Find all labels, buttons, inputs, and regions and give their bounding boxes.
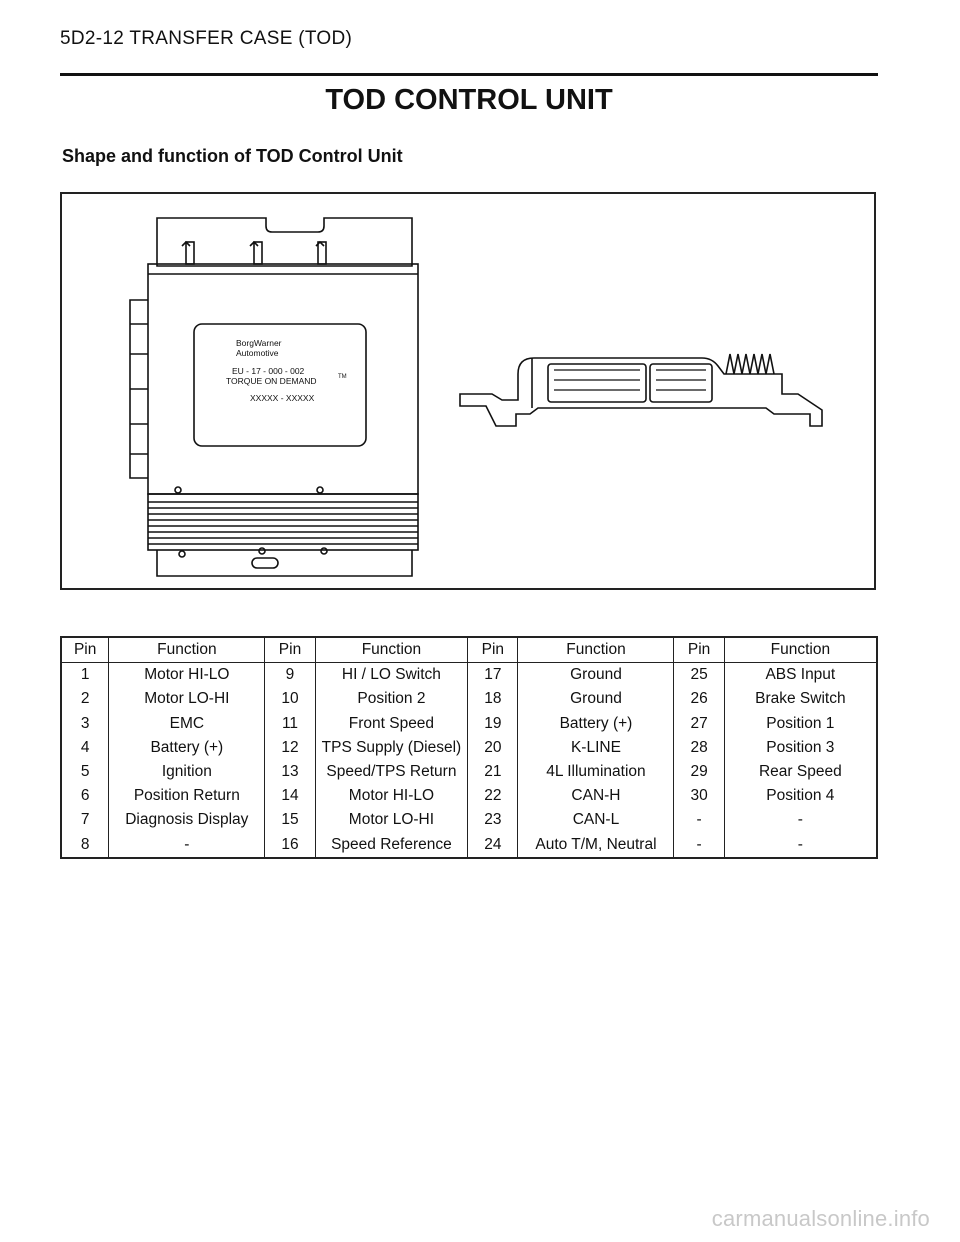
function-cell: CAN-H xyxy=(518,784,674,808)
pin-cell: 15 xyxy=(265,808,315,832)
pin-cell: 24 xyxy=(468,833,518,858)
pin-cell: 27 xyxy=(674,712,724,736)
pin-cell: 19 xyxy=(468,712,518,736)
tod-unit-drawing xyxy=(62,194,878,592)
function-cell: Speed Reference xyxy=(315,833,468,858)
header-text: 5D2-12 TRANSFER CASE (TOD) xyxy=(60,28,353,49)
function-header: Function xyxy=(315,637,468,663)
pin-cell: 7 xyxy=(61,808,109,832)
pin-cell: 17 xyxy=(468,663,518,688)
function-cell: Motor LO-HI xyxy=(315,808,468,832)
pin-cell: 25 xyxy=(674,663,724,688)
table-header-row xyxy=(61,637,877,663)
tod-unit-figure xyxy=(60,192,876,590)
pin-header: Pin xyxy=(468,637,518,663)
table-row xyxy=(61,784,877,808)
function-cell: Speed/TPS Return xyxy=(315,760,468,784)
pin-cell: 14 xyxy=(265,784,315,808)
pin-cell: 29 xyxy=(674,760,724,784)
function-cell: Ground xyxy=(518,687,674,711)
function-cell: Diagnosis Display xyxy=(109,808,265,832)
function-cell: - xyxy=(724,808,877,832)
function-cell: Position 4 xyxy=(724,784,877,808)
section-subtitle: Shape and function of TOD Control Unit xyxy=(62,146,403,166)
function-cell: Front Speed xyxy=(315,712,468,736)
tm-mark: TM xyxy=(338,374,347,380)
function-cell: - xyxy=(724,833,877,858)
pin-cell: 18 xyxy=(468,687,518,711)
function-cell: Position 2 xyxy=(315,687,468,711)
function-cell: ABS Input xyxy=(724,663,877,688)
table-row xyxy=(61,687,877,711)
page-header xyxy=(60,28,878,50)
table-row xyxy=(61,833,877,858)
pin-cell: 30 xyxy=(674,784,724,808)
function-header: Function xyxy=(109,637,265,663)
function-cell: Auto T/M, Neutral xyxy=(518,833,674,858)
label-line-1: BorgWarner xyxy=(236,338,282,348)
table-row xyxy=(61,663,877,688)
table-row xyxy=(61,712,877,736)
function-cell: TPS Supply (Diesel) xyxy=(315,736,468,760)
function-cell: Motor LO-HI xyxy=(109,687,265,711)
function-cell: Rear Speed xyxy=(724,760,877,784)
pin-cell: 6 xyxy=(61,784,109,808)
function-cell: K-LINE xyxy=(518,736,674,760)
pin-header: Pin xyxy=(61,637,109,663)
page-title: TOD CONTROL UNIT xyxy=(325,84,613,116)
pin-cell: 4 xyxy=(61,736,109,760)
pin-cell: 10 xyxy=(265,687,315,711)
pin-cell: 3 xyxy=(61,712,109,736)
function-cell: Brake Switch xyxy=(724,687,877,711)
pin-header: Pin xyxy=(674,637,724,663)
pin-cell: 16 xyxy=(265,833,315,858)
label-line-5: XXXXX - XXXXX xyxy=(250,393,315,403)
table-body xyxy=(61,663,877,858)
pin-cell: 12 xyxy=(265,736,315,760)
label-line-2: Automotive xyxy=(236,348,279,358)
function-cell: Battery (+) xyxy=(109,736,265,760)
ecu-label-text xyxy=(226,338,347,403)
header-rule xyxy=(60,73,878,76)
pin-cell: 8 xyxy=(61,833,109,858)
table-row xyxy=(61,808,877,832)
function-cell: Position Return xyxy=(109,784,265,808)
pin-cell: 11 xyxy=(265,712,315,736)
pin-cell: 9 xyxy=(265,663,315,688)
pin-cell: - xyxy=(674,833,724,858)
function-cell: 4L Illumination xyxy=(518,760,674,784)
pin-cell: 13 xyxy=(265,760,315,784)
pin-header: Pin xyxy=(265,637,315,663)
pin-cell: 5 xyxy=(61,760,109,784)
label-line-4: TORQUE ON DEMAND xyxy=(226,376,317,386)
function-cell: Battery (+) xyxy=(518,712,674,736)
table-row xyxy=(61,760,877,784)
function-cell: Position 1 xyxy=(724,712,877,736)
function-cell: Ground xyxy=(518,663,674,688)
pin-cell: 22 xyxy=(468,784,518,808)
pin-cell: 23 xyxy=(468,808,518,832)
pin-cell: 1 xyxy=(61,663,109,688)
pin-cell: 20 xyxy=(468,736,518,760)
function-cell: Ignition xyxy=(109,760,265,784)
function-cell: EMC xyxy=(109,712,265,736)
table-row xyxy=(61,736,877,760)
pin-function-table xyxy=(60,636,878,859)
function-cell: CAN-L xyxy=(518,808,674,832)
function-cell: HI / LO Switch xyxy=(315,663,468,688)
watermark: carmanualsonline.info xyxy=(711,1206,930,1231)
pin-cell: 21 xyxy=(468,760,518,784)
pin-cell: - xyxy=(674,808,724,832)
label-line-3: EU - 17 - 000 - 002 xyxy=(232,366,305,376)
function-cell: Position 3 xyxy=(724,736,877,760)
function-cell: - xyxy=(109,833,265,858)
pin-cell: 26 xyxy=(674,687,724,711)
function-cell: Motor HI-LO xyxy=(315,784,468,808)
function-header: Function xyxy=(518,637,674,663)
pin-cell: 28 xyxy=(674,736,724,760)
pin-cell: 2 xyxy=(61,687,109,711)
function-header: Function xyxy=(724,637,877,663)
function-cell: Motor HI-LO xyxy=(109,663,265,688)
